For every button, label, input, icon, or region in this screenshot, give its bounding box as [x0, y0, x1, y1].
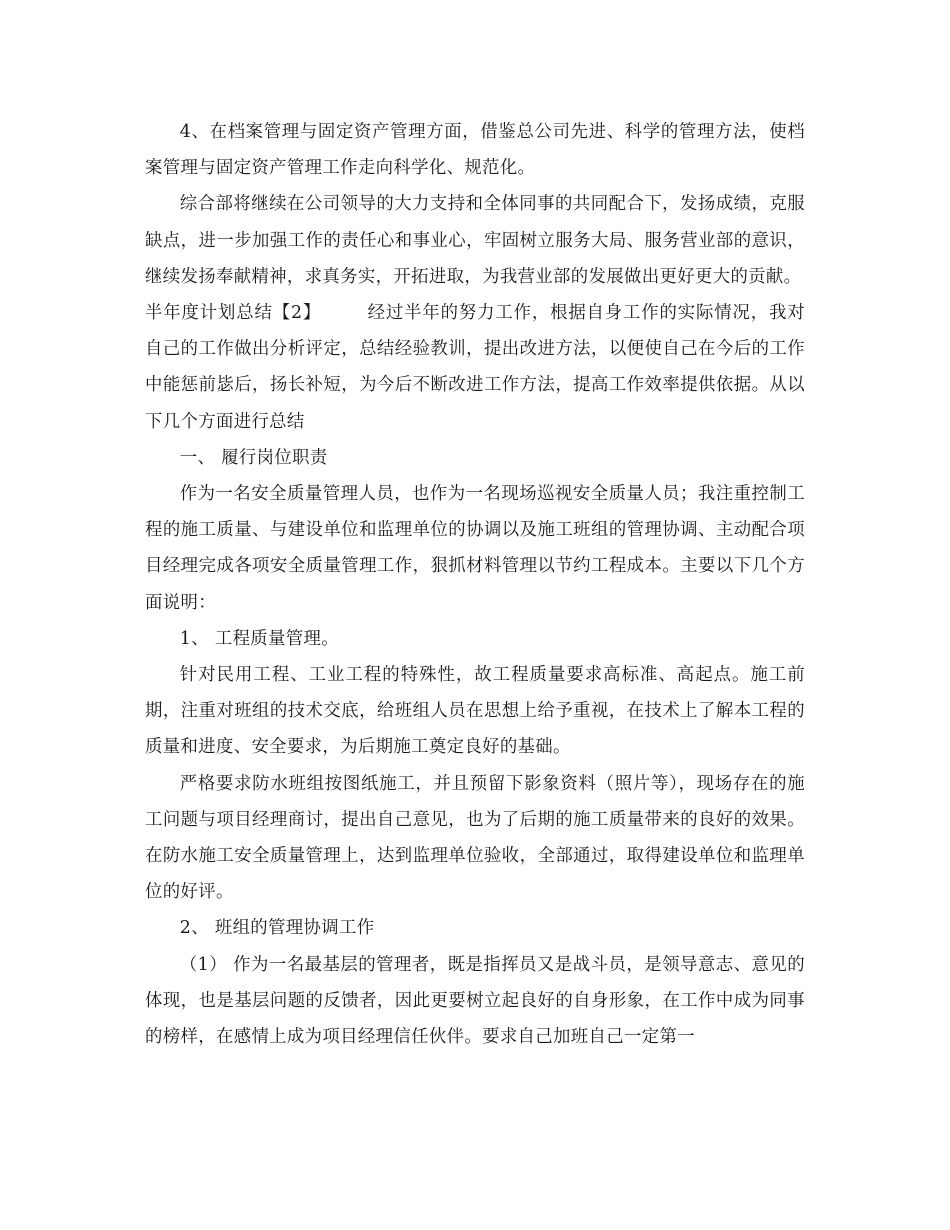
section-intro-text: 经过半年的努力工作，根据自身工作的实际情况，我对自己的工作做出分析评定，总结经验教训，提出改进方法，以便使自己在今后的工作中能惩前毖后，扬长补短，为今后不断改进工作方法，提高工作效率提供依据。从以下几个方面进行总结: [145, 303, 805, 432]
paragraph-waterproof-team: 严格要求防水班组按图纸施工，并且预留下影象资料（照片等），现场存在的施工问题与项目经理商讨，提出自己意见，也为了后期的施工质量带来的良好的效果。在防水施工安全质量管理上，达到监理单位验收，全部通过，取得建设单位和监理单位的好评。: [145, 773, 805, 903]
document-body: [145, 114, 805, 1055]
section-intro-paragraph: [145, 295, 805, 440]
paragraph-quality-standards: 针对民用工程、工业工程的特殊性，故工程质量要求高标准、高起点。施工前期，注重对班组的技术交底，给班组人员在思想上给予重视，在技术上了解本工程的质量和进度、安全要求，为后期施工奠定良好的基础。: [145, 665, 805, 758]
subheading-quality-management: 1、 工程质量管理。: [179, 628, 340, 649]
subheading-job-duties: 一、 履行岗位职责: [179, 447, 328, 468]
paragraph-department-outlook: 综合部将继续在公司领导的大力支持和全体同事的共同配合下，发扬成绩，克服缺点，进一步加强工作的责任心和事业心，牢固树立服务大局、服务营业部的意识，继续发扬奉献精神，求真务实，开拓进取，为我营业部的发展做出更好更大的贡献。: [145, 194, 805, 287]
paragraph-manager-role: （1） 作为一名最基层的管理者，既是指挥员又是战斗员，是领导意志、意见的体现，也是基层问题的反馈者，因此更要树立起良好的自身形象，在工作中成为同事的榜样，在感情上成为项目经理信任伙伴。要求自己加班自己一定第一: [145, 954, 805, 1048]
section-heading: 半年度计划总结【2】: [145, 303, 322, 324]
subheading-team-coordination: 2、 班组的管理协调工作: [179, 918, 375, 939]
paragraph-archive-management: 4、在档案管理与固定资产管理方面，借鉴总公司先进、科学的管理方法，使档案管理与固定资产管理工作走向科学化、规范化。: [145, 122, 805, 179]
paragraph-role-description: 作为一名安全质量管理人员，也作为一名现场巡视安全质量人员；我注重控制工程的施工质量、与建设单位和监理单位的协调以及施工班组的管理协调、主动配合项目经理完成各项安全质量管理工作，狠抓材料管理以节约工程成本。主要以下几个方面说明：: [145, 484, 805, 613]
